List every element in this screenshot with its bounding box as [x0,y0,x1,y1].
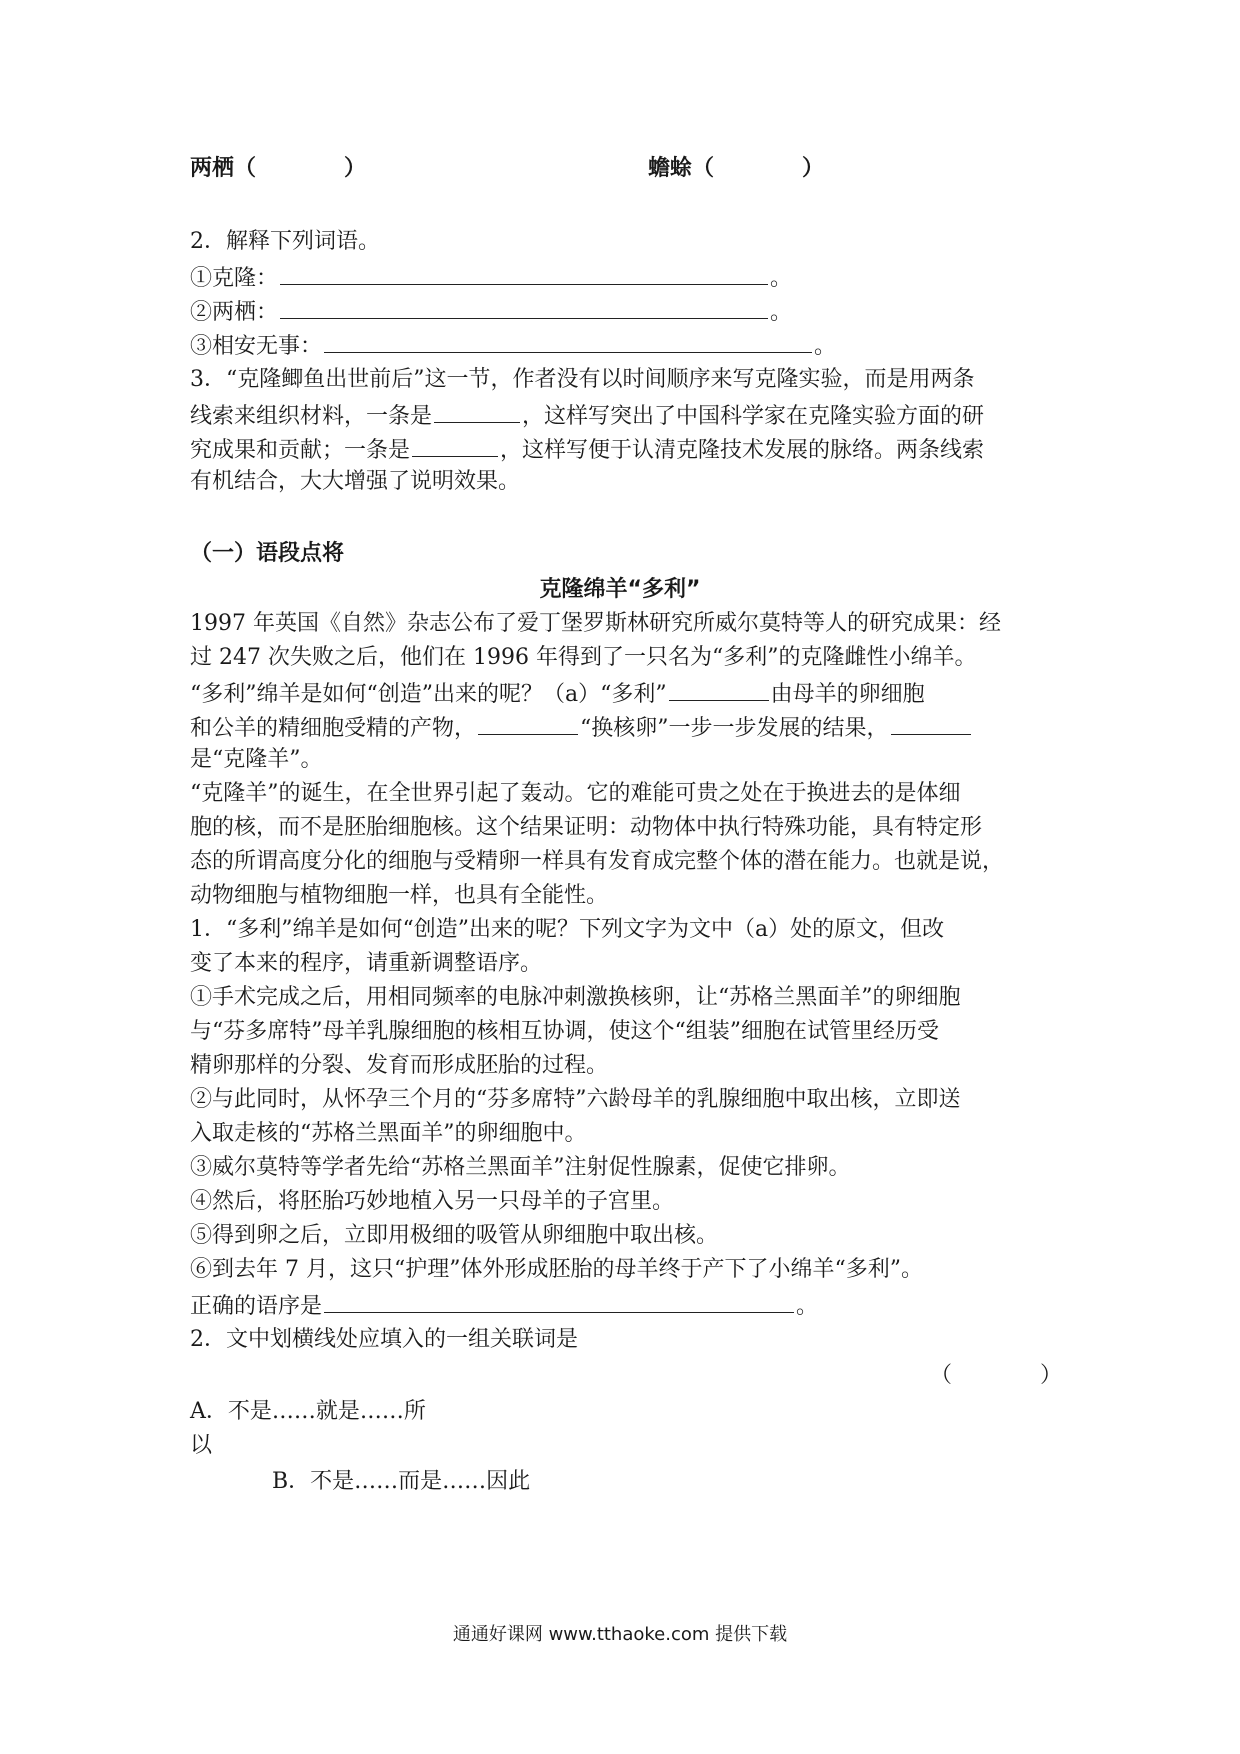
vocab-item-chanchu: 蟾蜍（ ） [648,156,825,181]
answer-blank[interactable] [434,400,520,423]
q3-text: 究成果和贡献；一条是 [190,438,411,463]
q3-text: ，这样写便于认清克隆技术发展的脉络。两条线索 [500,438,985,463]
q1-answer-end: 。 [796,1294,819,1319]
passage-text: 由母羊的卵细胞 [770,682,925,707]
q1-line: 1．“多利”绵羊是如何“创造”出来的呢？下列文字为文中（a）处的原文，但改 [190,917,945,942]
passage-line: 1997 年英国《自然》杂志公布了爱丁堡罗斯林研究所威尔莫特等人的研究成果：经 [190,611,1001,636]
page-footer: 通通好课网 www.tthaoke.com 提供下载 [452,1624,788,1645]
q2-title: 2．解释下列词语。 [190,229,380,254]
vocab-item-liangqi: 两栖（ ） [190,156,367,181]
passage-text: 和公羊的精细胞受精的产物， [190,716,477,741]
q3-line-3 [190,434,984,465]
q1-sentence-1: 精卵那样的分裂、发育而形成胚胎的过程。 [190,1053,609,1078]
passage-line [190,678,925,709]
q1-line: 变了本来的程序，请重新调整语序。 [190,951,543,976]
passage-text: “多利”绵羊是如何“创造”出来的呢？（a）“多利” [190,682,667,707]
passage-line: 是“克隆羊”。 [190,747,323,772]
q1-answer-label: 正确的语序是 [190,1294,323,1319]
q1-sentence-4: ④然后，将胚胎巧妙地植入另一只母羊的子宫里。 [190,1189,675,1214]
q1-sentence-2: ②与此同时，从怀孕三个月的“芬多席特”六龄母羊的乳腺细胞中取出核，立即送 [190,1087,961,1112]
answer-blank[interactable] [280,296,768,319]
q1-sentence-1: ①手术完成之后，用相同频率的电脉冲刺激换核卵，让“苏格兰黑面羊”的卵细胞 [190,985,961,1010]
q3-text: 线索来组织材料，一条是 [190,404,433,429]
passage-line: 态的所谓高度分化的细胞与受精卵一样具有发育成完整个体的潜在能力。也就是说， [190,849,1005,874]
q1-sentence-6: ⑥到去年 7 月，这只“护理”体外形成胚胎的母羊终于产下了小绵羊“多利”。 [190,1257,923,1282]
q2-item-c [190,330,836,361]
option-a-wrap: 以 [190,1433,213,1458]
passage-text: “换核卵”一步一步发展的结果， [580,716,889,741]
answer-blank[interactable] [478,712,578,735]
answer-blank[interactable] [891,712,971,735]
passage-line: “克隆羊”的诞生，在全世界引起了轰动。它的难能可贵之处在于换进去的是体细 [190,781,961,806]
option-a: A．不是……就是……所 [190,1399,426,1424]
q2-item-a [190,262,792,293]
answer-blank[interactable] [324,1290,794,1313]
passage-line: 动物细胞与植物细胞一样，也具有全能性。 [190,883,609,908]
q2-item-b-label: ②两栖： [190,300,279,325]
passage-line [190,712,973,743]
q2b-answer-paren[interactable]: （ ） [930,1363,1063,1388]
q2-item-b-end: 。 [770,300,793,325]
passage-title: 克隆绵羊“多利” [539,577,701,602]
q3-line-2 [190,400,984,431]
section-heading: （一）语段点将 [190,541,345,566]
q1-sentence-3: ③威尔莫特等学者先给“苏格兰黑面羊”注射促性腺素，促使它排卵。 [190,1155,851,1180]
q3-text: ，这样写突出了中国科学家在克隆实验方面的研 [522,404,985,429]
answer-blank[interactable] [669,678,769,701]
q1-answer-line [190,1290,818,1321]
q3-line-4: 有机结合，大大增强了说明效果。 [190,469,521,494]
q1-sentence-5: ⑤得到卵之后，立即用极细的吸管从卵细胞中取出核。 [190,1223,719,1248]
q2-item-c-label: ③相安无事： [190,334,323,359]
q2-item-a-end: 。 [770,266,793,291]
passage-line: 过 247 次失败之后，他们在 1996 年得到了一只名为“多利”的克隆雌性小绵羊。 [190,645,977,670]
q2-item-a-label: ①克隆： [190,266,279,291]
q2-item-b [190,296,792,327]
passage-line: 胞的核，而不是胚胎细胞核。这个结果证明：动物体中执行特殊功能，具有特定形 [190,815,983,840]
q1-sentence-2: 入取走核的“苏格兰黑面羊”的卵细胞中。 [190,1121,587,1146]
q2b-line: 2．文中划横线处应填入的一组关联词是 [190,1327,578,1352]
answer-blank[interactable] [412,434,498,457]
answer-blank[interactable] [324,330,812,353]
q1-sentence-1: 与“芬多席特”母羊乳腺细胞的核相互协调，使这个“组装”细胞在试管里经历受 [190,1019,939,1044]
q3-line-1: 3．“克隆鲫鱼出世前后”这一节，作者没有以时间顺序来写克隆实验，而是用两条 [190,367,975,392]
option-b: B．不是……而是……因此 [272,1469,531,1494]
q2-item-c-end: 。 [814,334,837,359]
answer-blank[interactable] [280,262,768,285]
